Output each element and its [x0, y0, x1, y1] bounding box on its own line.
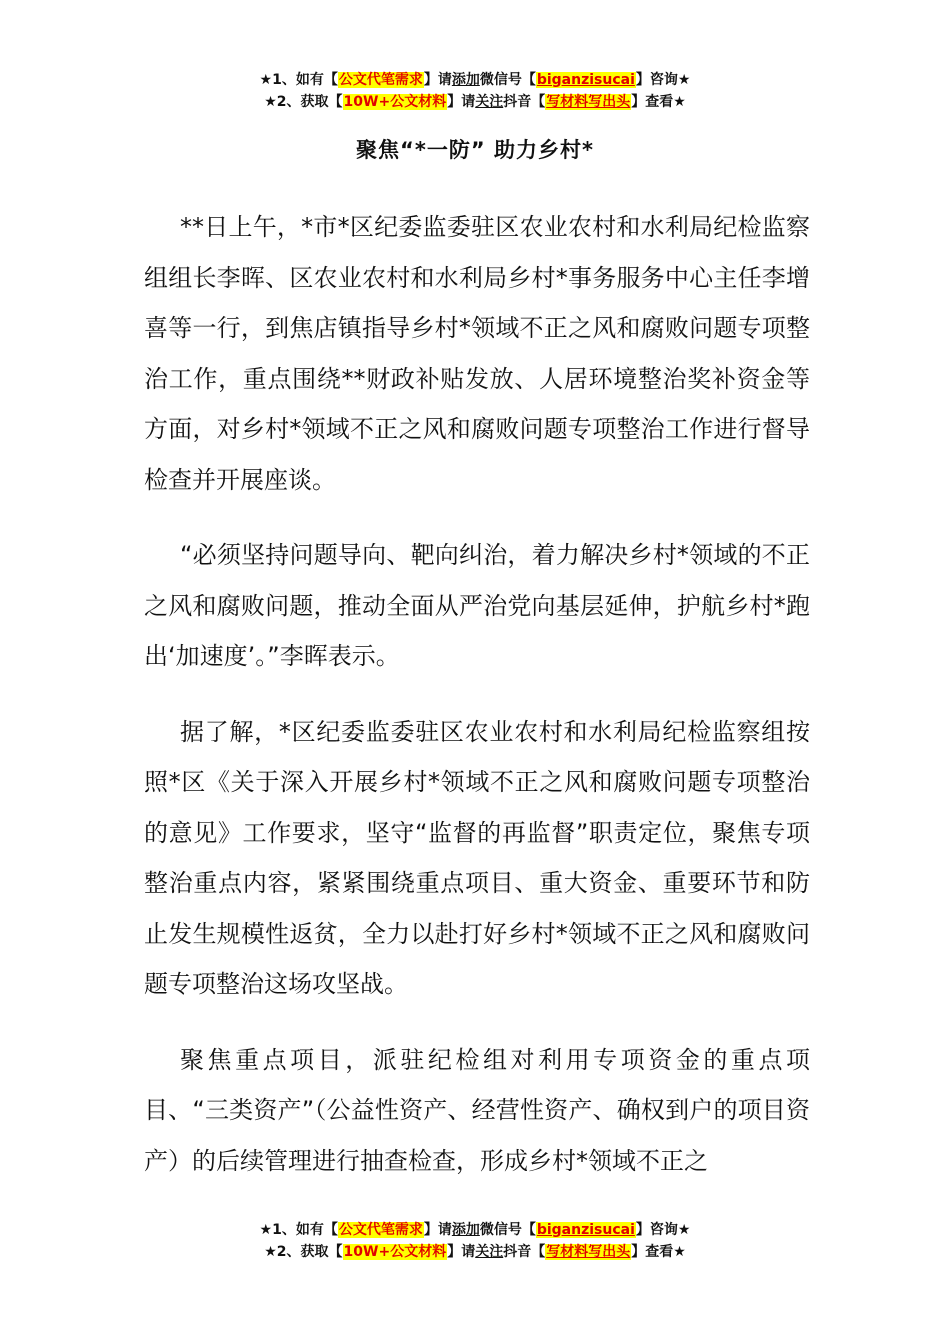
document-body — [144, 202, 810, 1211]
promo-line-materials: ★2、获取【10W+公文材料】请关注抖音【写材料写出头】查看★ — [264, 94, 686, 110]
ghostwriting-highlight: 公文代笔需求 — [338, 1222, 423, 1238]
star-icon: ★ — [264, 94, 277, 110]
materials-highlight: 10W+公文材料 — [343, 94, 447, 110]
promo-banner-top — [0, 69, 950, 113]
paragraph-3: 据了解，*区纪委监委驻区农业农村和水利局纪检监察组按照*区《关于深入开展乡村*领域不正之风和腐败问题专项整治的意见》工作要求，坚守“监督的再监督”职责定位，聚焦专项整治重点内容，紧紧围绕重点项目、重大资金、重要环节和防止发生规模性返贫，全力以赴打好乡村*领域不正之风和腐败问题专项整治这场攻坚战。 — [144, 717, 810, 998]
star-icon: ★ — [264, 1244, 277, 1260]
promo-line-consult: ★1、如有【公文代笔需求】请添加微信号【biganzisucai】咨询★ — [259, 72, 691, 88]
document-title: 聚焦“*一防” 助力乡村* — [356, 138, 594, 162]
materials-highlight: 10W+公文材料 — [343, 1244, 447, 1260]
star-icon: ★ — [259, 72, 273, 88]
douyin-account[interactable]: 写材料写出头 — [546, 1244, 631, 1260]
promo-line-materials: ★2、获取【10W+公文材料】请关注抖音【写材料写出头】查看★ — [264, 1244, 686, 1260]
promo-line-consult: ★1、如有【公文代笔需求】请添加微信号【biganzisucai】咨询★ — [259, 1222, 691, 1238]
star-icon: ★ — [259, 1222, 273, 1238]
ghostwriting-highlight: 公文代笔需求 — [338, 72, 423, 88]
promo-banner-bottom — [0, 1219, 950, 1263]
douyin-account[interactable]: 写材料写出头 — [546, 94, 631, 110]
paragraph-2: “必须坚持问题导向、靶向纠治，着力解决乡村*领域的不正之风和腐败问题，推动全面从严治党向基层延伸，护航乡村*跑出‘加速度’。”李晖表示。 — [144, 541, 810, 670]
paragraph-4: 聚焦重点项目，派驻纪检组对利用专项资金的重点项目、“三类资产”（公益性资产、经营性资产、确权到户的项目资产）的后续管理进行抽查检查，形成乡村*领域不正之 — [144, 1045, 810, 1175]
wechat-id[interactable]: biganzisucai — [536, 72, 635, 88]
paragraph-1: **日上午，*市*区纪委监委驻区农业农村和水利局纪检监察组组长李晖、区农业农村和水利局乡村*事务服务中心主任李增喜等一行，到焦店镇指导乡村*领域不正之风和腐败问题专项整治工作，重点围绕**财政补贴发放、人居环境整治奖补资金等方面，对乡村*领域不正之风和腐败问题专项整治工作进行督导检查并开展座谈。 — [144, 213, 810, 494]
wechat-id[interactable]: biganzisucai — [536, 1222, 635, 1238]
